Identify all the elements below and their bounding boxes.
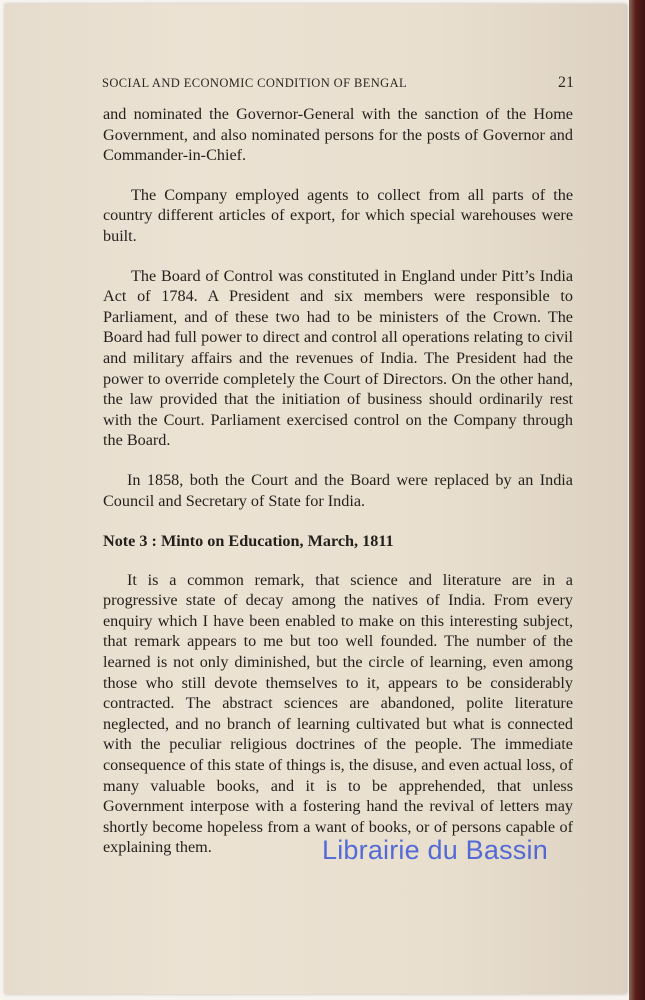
paragraph: It is a common remark, that science and literature are in a progressive state of decay among the natives of India. From every enquiry which I have been enabled to make on this interesting subject, that remark appears to me but too well founded. The number of the learned is not only diminished, but the circle of learning, even among those who still devote themselves to it, appears to be considerably contracted. The abstract sciences are abandoned, polite literature neglected, and no branch of learning cultivated but what is connected with the peculiar religious doctrines of the people. The immediate consequence of this state of things is, the disuse, and even actual loss, of many valuable books, and it is to be apprehended, that unless Government interpose with a fostering hand the revival of letters may shortly become hopeless from a want of books, or of persons capable of explaining them. [103, 570, 573, 857]
watermark: Librairie du Bassin [322, 835, 548, 865]
page-header [102, 74, 574, 96]
page-text [103, 104, 573, 858]
note-heading: Note 3 : Minto on Education, March, 1811 [103, 532, 394, 551]
paragraph: and nominated the Governor-General with the sanction of the Home Government, and also nominated persons for the posts of Governor and Commander-in-Chief. [103, 105, 573, 165]
book-binding [629, 0, 645, 1000]
paragraph: The Board of Control was constituted in England under Pitt’s India Act of 1784. A President and six members were responsible to Parliament, and of these two had to be ministers of the Crown. The Board had full power to direct and control all operations relating to civil and military affairs and the revenues of India. The President had the power to override completely the Court of Directors. On the other hand, the law provided that the initiation of business should ordinarily rest with the Court. Parliament exercised control on the Company through the Board. [103, 266, 573, 450]
paragraph: In 1858, both the Court and the Board were replaced by an India Council and Secretary of State for India. [103, 470, 573, 510]
running-head: SOCIAL AND ECONOMIC CONDITION OF BENGAL [102, 76, 408, 90]
paragraph: The Company employed agents to collect from all parts of the country different articles of export, for which special warehouses were built. [103, 185, 573, 245]
page-number: 21 [558, 74, 574, 91]
